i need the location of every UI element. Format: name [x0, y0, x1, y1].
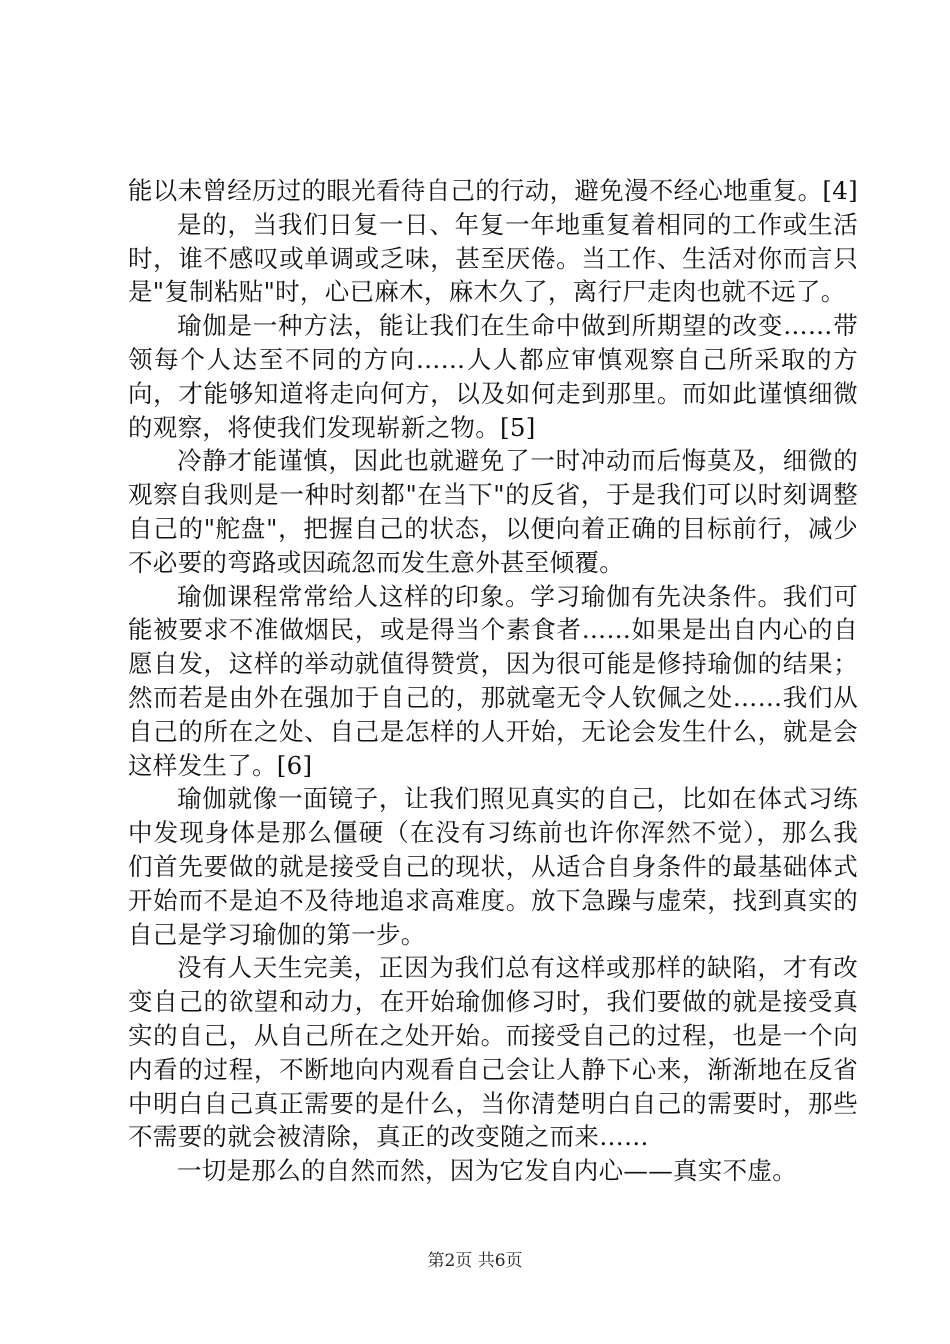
paragraph: 冷静才能谨慎，因此也就避免了一时冲动而后悔莫及，细微的观察自我则是一种时刻都"在当下"的反省，于是我们可以时刻调整自己的"舵盘"，把握自己的状态，以便向着正确的目标前行，减少不必要的弯路或因疏忽而发生意外甚至倾覆。: [128, 446, 858, 577]
paragraph: 是的，当我们日复一日、年复一年地重复着相同的工作或生活时，谁不感叹或单调或乏味，甚至厌倦。当工作、生活对你而言只是"复制粘贴"时，心已麻木，麻木久了，离行尸走肉也就不远了。: [128, 209, 858, 307]
document-body: [128, 174, 858, 1188]
paragraph: 一切是那么的自然而然，因为它发自内心——真实不虚。: [177, 1156, 797, 1186]
paragraph: 能以未曾经历过的眼光看待自己的行动，避免漫不经心地重复。[4]: [128, 176, 859, 205]
paragraph: 瑜伽课程常常给人这样的印象。学习瑜伽有先决条件。我们可能被要求不准做烟民，或是得当个素食者……如果是出自内心的自愿自发，这样的举动就值得赞赏，因为很可能是修持瑜伽的结果；然而若是由外在强加于自己的，那就毫无令人钦佩之处……我们从自己的所在之处、自己是怎样的人开始，无论会发生什么，就是会这样发生了。[6]: [128, 581, 858, 780]
paragraph: 没有人天生完美，正因为我们总有这样或那样的缺陷，才有改变自己的欲望和动力，在开始瑜伽修习时，我们要做的就是接受真实的自己，从自己所在之处开始。而接受自己的过程，也是一个向内看的过程，不断地向内观看自己会让人静下心来，渐渐地在反省中明白自己真正需要的是什么，当你清楚明白自己的需要时，那些不需要的就会被清除，真正的改变随之而来……: [128, 953, 858, 1152]
paragraph: 瑜伽是一种方法，能让我们在生命中做到所期望的改变……带领每个人达至不同的方向……人人都应审慎观察自己所采取的方向，才能够知道将走向何方，以及如何走到那里。而如此谨慎细微的观察，将使我们发现崭新之物。[5]: [128, 311, 858, 442]
paragraph: 瑜伽就像一面镜子，让我们照见真实的自己，比如在体式习练中发现身体是那么僵硬（在没有习练前也许你浑然不觉），那么我们首先要做的就是接受自己的现状，从适合自身条件的最基础体式开始而不是迫不及待地追求高难度。放下急躁与虚荣，找到真实的自己是学习瑜伽的第一步。: [128, 784, 858, 949]
page-number-footer: 第2页 共6页: [427, 1251, 523, 1271]
